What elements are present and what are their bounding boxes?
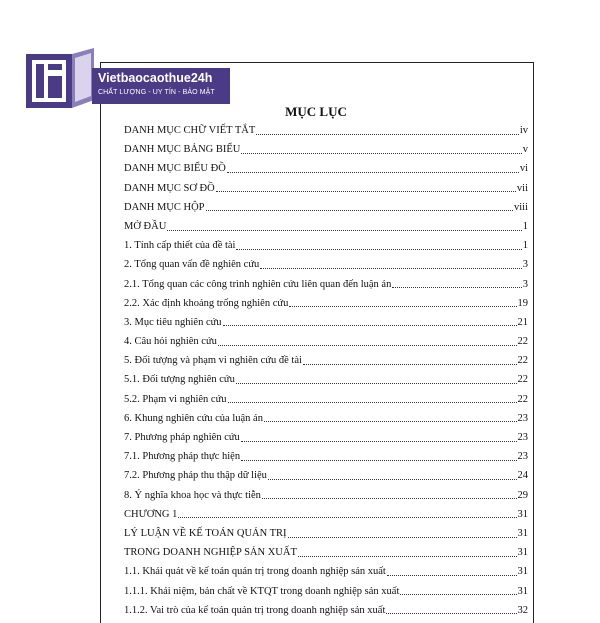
toc-entry-label: 2.1. Tổng quan các công trình nghiên cứu liên quan đến luận án: [124, 278, 392, 290]
toc-entry-label: DANH MỤC BẢNG BIỂU: [124, 144, 241, 156]
toc-entry[interactable]: [124, 409, 528, 428]
toc-dot-leader: [392, 286, 521, 288]
toc-entry-page: 1: [522, 240, 528, 252]
toc-dot-leader: [400, 593, 516, 595]
toc-entry[interactable]: [124, 159, 528, 178]
toc-entry[interactable]: [124, 562, 528, 581]
toc-dot-leader: [218, 344, 517, 346]
toc-dot-leader: [262, 497, 517, 499]
toc-entry-page: vii: [516, 182, 528, 194]
toc-entry-label: LÝ LUẬN VỀ KẾ TOÁN QUẢN TRỊ: [124, 527, 287, 539]
toc-entry-page: 21: [517, 316, 528, 328]
book-icon: [22, 46, 102, 110]
toc-entry-page: v: [522, 144, 528, 156]
toc-list: [124, 121, 528, 620]
toc-entry-label: 6. Khung nghiên cứu của luận án: [124, 412, 263, 424]
toc-entry[interactable]: [124, 236, 528, 255]
toc-entry[interactable]: [124, 486, 528, 505]
toc-entry[interactable]: [124, 198, 528, 217]
toc-entry-page: 22: [517, 336, 528, 348]
toc-entry-page: 29: [517, 489, 528, 501]
toc-entry-page: 31: [517, 508, 528, 520]
toc-entry-label: CHƯƠNG 1: [124, 508, 178, 520]
toc-dot-leader: [260, 267, 521, 269]
toc-entry-page: 23: [517, 432, 528, 443]
toc-dot-leader: [241, 152, 521, 154]
toc-entry-page: vi: [519, 163, 528, 175]
toc-dot-leader: [236, 382, 517, 384]
toc-dot-leader: [268, 478, 517, 480]
toc-entry-page: iv: [519, 125, 528, 136]
toc-entry-label: 7.1. Phương pháp thực hiện: [124, 451, 241, 463]
toc-entry-label: DANH MỤC HỘP: [124, 201, 205, 213]
toc-entry-label: 1.1. Khái quát về kế toán quản trị trong doanh nghiệp sản xuất: [124, 566, 386, 578]
toc-entry-label: DANH MỤC CHỮ VIẾT TẮT: [124, 125, 256, 136]
toc-dot-leader: [241, 459, 516, 461]
toc-entry[interactable]: [124, 294, 528, 313]
toc-entry-page: 22: [517, 393, 528, 405]
toc-entry[interactable]: [124, 505, 528, 524]
toc-entry-label: 1.1.2. Vai trò của kế toán quản trị trong doanh nghiệp sản xuất: [124, 604, 386, 616]
toc-dot-leader: [289, 305, 516, 307]
toc-entry[interactable]: [124, 255, 528, 274]
toc-dot-leader: [256, 133, 519, 135]
toc-entry-label: DANH MỤC BIỂU ĐỒ: [124, 163, 226, 175]
brand-logo: [22, 46, 215, 110]
toc-dot-leader: [264, 420, 517, 422]
toc-entry-page: 24: [517, 470, 528, 482]
toc-entry[interactable]: [124, 601, 528, 620]
toc-entry-label: 8. Ý nghĩa khoa học và thực tiễn: [124, 489, 261, 501]
toc-entry-page: 31: [517, 566, 528, 578]
toc-dot-leader: [167, 229, 521, 231]
brand-name: Vietbaocaothue24h: [98, 71, 213, 85]
toc-entry[interactable]: [124, 543, 528, 562]
toc-entry-label: 5.2. Phạm vi nghiên cứu: [124, 393, 227, 405]
toc-entry-page: 23: [517, 412, 528, 424]
toc-dot-leader: [223, 324, 517, 326]
toc-dot-leader: [228, 401, 517, 403]
toc-entry-page: 3: [522, 259, 528, 271]
toc-entry-page: viii: [513, 201, 528, 213]
toc-entry-label: MỞ ĐẦU: [124, 220, 167, 232]
toc-entry-label: DANH MỤC SƠ ĐỒ: [124, 182, 215, 194]
toc-dot-leader: [387, 574, 517, 576]
toc-entry-page: 31: [517, 547, 528, 559]
toc-entry-page: 22: [517, 355, 528, 367]
toc-entry[interactable]: [124, 140, 528, 159]
toc-title: MỤC LỤC: [285, 104, 347, 119]
toc-dot-leader: [236, 248, 521, 250]
toc-dot-leader: [298, 555, 517, 557]
toc-entry[interactable]: [124, 390, 528, 409]
toc-entry-label: 1.1.1. Khái niệm, bản chất về KTQT trong doanh nghiệp sản xuất: [124, 585, 400, 597]
toc-entry-label: 7.2. Phương pháp thu thập dữ liệu: [124, 470, 267, 482]
toc-entry[interactable]: [124, 275, 528, 294]
toc-entry[interactable]: [124, 351, 528, 370]
toc-entry[interactable]: [124, 179, 528, 198]
toc-dot-leader: [178, 516, 516, 518]
brand-banner: [92, 68, 230, 104]
toc-dot-leader: [386, 612, 516, 614]
toc-entry-page: 3: [522, 278, 528, 290]
toc-dot-leader: [227, 171, 519, 173]
toc-entry-page: 32: [517, 604, 528, 616]
toc-entry[interactable]: [124, 582, 528, 601]
toc-entry[interactable]: [124, 217, 528, 236]
toc-dot-leader: [206, 209, 513, 211]
toc-dot-leader: [216, 190, 516, 192]
brand-tagline: CHẤT LƯỢNG - UY TÍN - BẢO MẬT: [98, 89, 215, 96]
toc-entry-label: 3. Mục tiêu nghiên cứu: [124, 316, 222, 328]
toc-entry-label: 2. Tổng quan vấn đề nghiên cứu: [124, 259, 260, 271]
toc-entry-page: 22: [517, 374, 528, 386]
toc-entry[interactable]: [124, 428, 528, 447]
toc-dot-leader: [288, 536, 517, 538]
toc-entry-label: 2.2. Xác định khoảng trống nghiên cứu: [124, 297, 289, 309]
toc-entry[interactable]: [124, 524, 528, 543]
toc-entry-label: TRONG DOANH NGHIỆP SẢN XUẤT: [124, 547, 297, 559]
toc-entry-page: 31: [517, 527, 528, 539]
toc-entry-label: 1. Tính cấp thiết của đề tài: [124, 240, 236, 252]
toc-entry[interactable]: [124, 466, 528, 485]
toc-entry[interactable]: [124, 447, 528, 466]
toc-dot-leader: [303, 363, 517, 365]
toc-entry-page: 19: [517, 297, 528, 309]
toc-entry-page: 31: [517, 585, 528, 597]
toc-dot-leader: [241, 440, 517, 442]
toc-entry[interactable]: [124, 121, 528, 140]
toc-entry[interactable]: [124, 370, 528, 389]
toc-entry[interactable]: [124, 332, 528, 351]
toc-entry[interactable]: [124, 313, 528, 332]
toc-entry-label: 5.1. Đối tượng nghiên cứu: [124, 374, 235, 386]
toc-entry-label: 4. Câu hỏi nghiên cứu: [124, 336, 217, 348]
toc-entry-label: 7. Phương pháp nghiên cứu: [124, 432, 240, 443]
toc-entry-page: 23: [517, 451, 528, 463]
toc-entry-page: 1: [522, 220, 528, 232]
toc-entry-label: 5. Đối tượng và phạm vi nghiên cứu đề tài: [124, 355, 302, 367]
